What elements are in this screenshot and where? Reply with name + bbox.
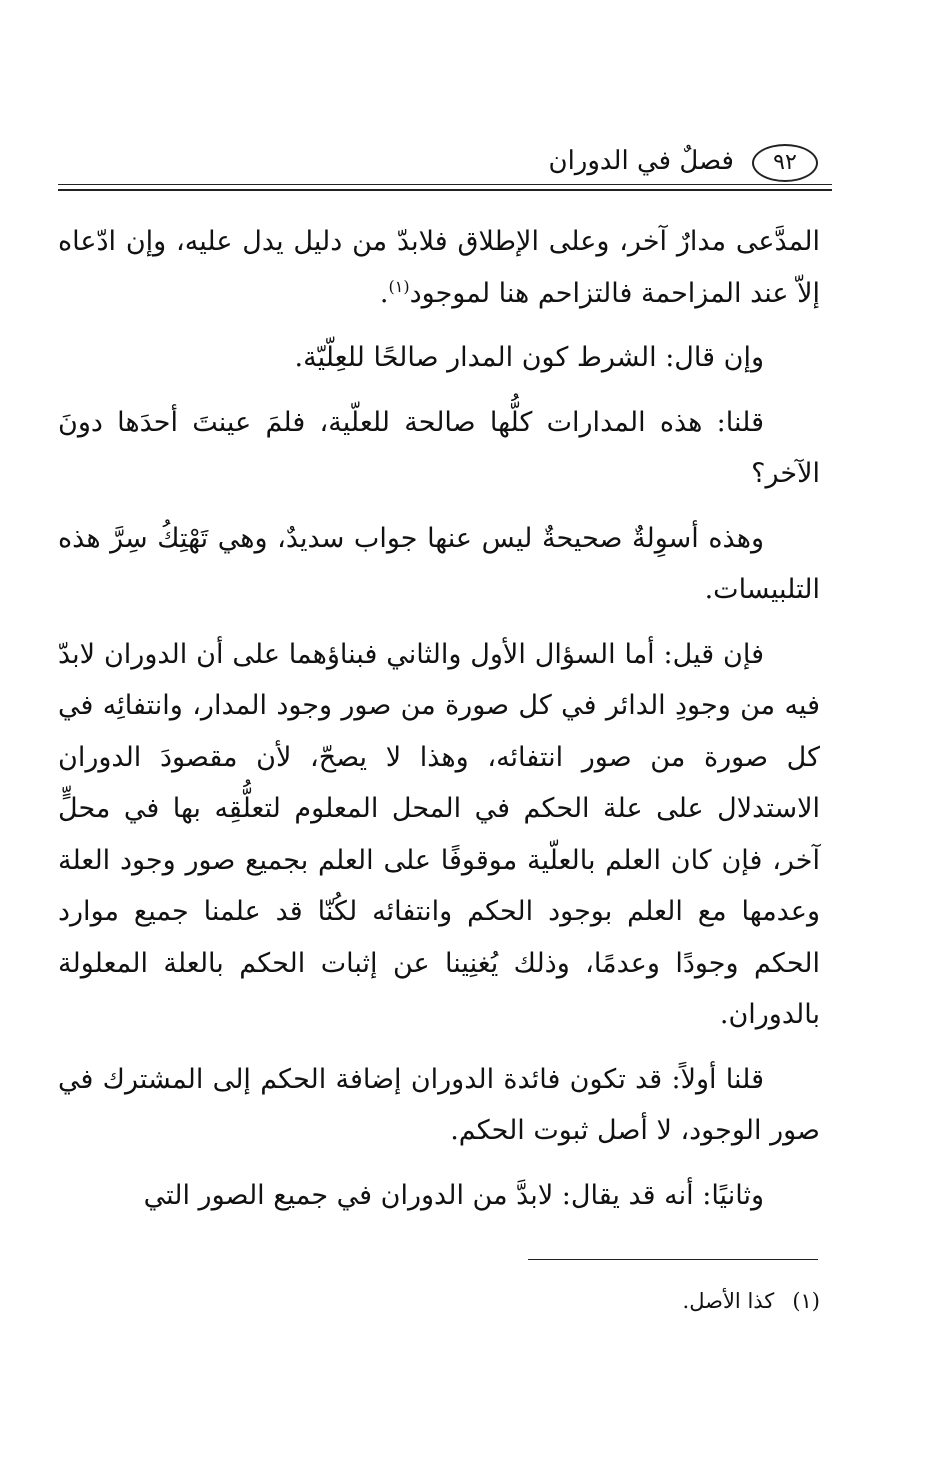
paragraph-3: قلنا: هذه المدارات كلُّها صالحة للعلّية، فلمَ عينتَ أحدَها دونَ الآخر؟ xyxy=(58,406,820,489)
footnote-marker: (١) xyxy=(388,276,410,296)
page-number: ٩٢ xyxy=(752,144,818,182)
header-rule xyxy=(58,184,832,191)
paragraph-5: فإن قيل: أما السؤال الأول والثاني فبناؤهما على أن الدوران لابدّ فيه من وجودِ الدائر في كل صورة من صور وجود المدار، وانتفائِه في كل صورة من صور انتفائه، وهذا لا يصحّ، لأن مقصودَ الدوران الاستدلال على علة الحكم في المحل المعلوم لتعلُّقِه بها في محلٍّ آخر، فإن كان العلم بالعلّية موقوفًا على العلم بجميع صور وجود العلة وعدمها مع العلم بوجود الحكم وانتفائه لكُنّا قد علمنا جميع موارد الحكم وجودًا وعدمًا، وذلك يُغنِينا عن إثبات الحكم بالعلة المعلولة بالدوران. xyxy=(58,638,820,1030)
paragraph-1 xyxy=(58,216,820,319)
main-text xyxy=(58,216,820,1234)
footnote-text: كذا الأصل. xyxy=(682,1289,775,1313)
paragraph-2: وإن قال: الشرط كون المدار صالحًا للعِلّيّة. xyxy=(294,342,764,373)
paragraph-7: وثانيًا: أنه قد يقال: لابدَّ من الدوران في جميع الصور التي xyxy=(143,1179,764,1211)
footnote-rule xyxy=(528,1259,818,1260)
paragraph-1-text: المدَّعى مدارٌ آخر، وعلى الإطلاق فلابدّ من دليل يدل عليه، وإن ادّعاه إلاّ عند المزاحمة فالتزاحم هنا لموجود xyxy=(58,226,820,309)
footnote-number: (١) xyxy=(792,1289,820,1313)
paragraph-4: وهذه أسوِلةٌ صحيحةٌ ليس عنها جواب سديدٌ، وهي تَهْتِكُ سِرَّ هذه التلبيسات. xyxy=(58,522,820,605)
paragraph-1-end: . xyxy=(379,277,389,309)
paragraph-6: قلنا أولاً: قد تكون فائدة الدوران إضافة الحكم إلى المشترك في صور الوجود، لا أصل ثبوت الحكم. xyxy=(58,1063,820,1146)
page-header xyxy=(58,140,832,190)
running-title: فصلٌ في الدوران xyxy=(548,146,734,176)
footnote xyxy=(683,1286,820,1316)
